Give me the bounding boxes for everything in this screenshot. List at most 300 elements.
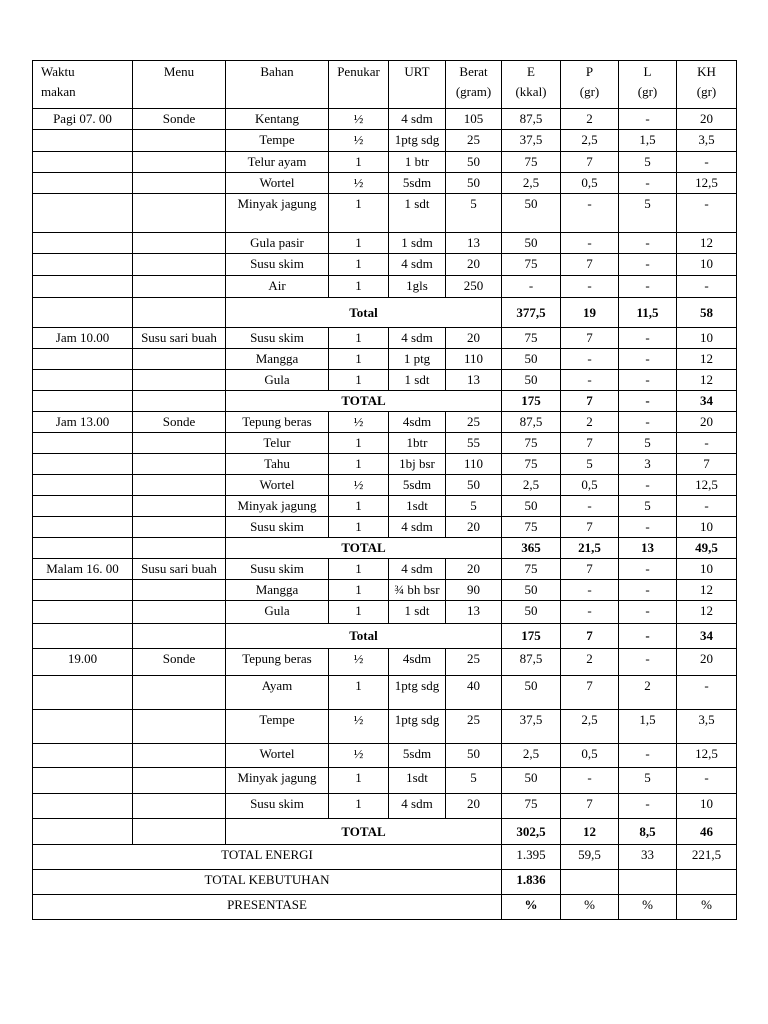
exchange-cell: ½ (329, 412, 389, 433)
summary-label: TOTAL KEBUTUHAN (33, 870, 502, 895)
weight-cell: 110 (446, 349, 502, 370)
meal-time-cell (33, 391, 133, 412)
protein-cell: 7 (561, 794, 619, 819)
household-measure-cell: 4 sdm (389, 559, 446, 580)
energy-cell: 50 (502, 496, 561, 517)
carbohydrate-cell: - (677, 768, 737, 794)
fat-cell: 5 (619, 433, 677, 454)
meal-time-cell (33, 276, 133, 298)
meal-time-cell (33, 624, 133, 649)
meal-total-kh: 34 (677, 624, 737, 649)
meal-time-cell (33, 580, 133, 601)
household-measure-cell: 1 btr (389, 152, 446, 173)
carbohydrate-cell: - (677, 276, 737, 298)
ingredient-cell: Tempe (226, 710, 329, 744)
protein-cell: - (561, 768, 619, 794)
meal-time-cell (33, 194, 133, 233)
household-measure-cell: 1ptg sdg (389, 710, 446, 744)
meal-time-cell (33, 496, 133, 517)
weight-cell: 25 (446, 649, 502, 676)
ingredient-cell: Tempe (226, 130, 329, 152)
ingredient-cell: Wortel (226, 173, 329, 194)
protein-cell: 7 (561, 254, 619, 276)
menu-cell (133, 676, 226, 710)
protein-cell: 7 (561, 517, 619, 538)
meal-time-cell (33, 433, 133, 454)
ingredient-cell: Susu skim (226, 794, 329, 819)
weight-cell: 5 (446, 496, 502, 517)
meal-time-cell (33, 676, 133, 710)
fat-cell: - (619, 328, 677, 349)
carbohydrate-cell: 3,5 (677, 130, 737, 152)
protein-cell: 7 (561, 676, 619, 710)
energy-cell: 87,5 (502, 649, 561, 676)
weight-cell: 13 (446, 233, 502, 254)
household-measure-cell: 1 sdt (389, 194, 446, 233)
header-row (33, 61, 737, 109)
menu-cell (133, 349, 226, 370)
exchange-cell: 1 (329, 152, 389, 173)
protein-cell: - (561, 349, 619, 370)
energy-cell: 75 (502, 517, 561, 538)
header-urt: URT (389, 61, 446, 109)
fat-cell: - (619, 254, 677, 276)
meal-time-cell (33, 370, 133, 391)
table-row (33, 496, 737, 517)
exchange-cell: 1 (329, 676, 389, 710)
meal-time-cell (33, 173, 133, 194)
energy-cell: 75 (502, 254, 561, 276)
meal-time-cell: 19.00 (33, 649, 133, 676)
menu-cell (133, 819, 226, 845)
household-measure-cell: 1 ptg (389, 349, 446, 370)
carbohydrate-cell: 12 (677, 233, 737, 254)
meal-time-cell (33, 601, 133, 624)
protein-cell: 2 (561, 412, 619, 433)
energy-cell: 75 (502, 152, 561, 173)
protein-cell: - (561, 601, 619, 624)
carbohydrate-cell: - (677, 676, 737, 710)
header-energy: E (kkal) (502, 61, 561, 109)
summary-kh: % (677, 895, 737, 920)
household-measure-cell: 5sdm (389, 475, 446, 496)
protein-cell: 0,5 (561, 475, 619, 496)
weight-cell: 40 (446, 676, 502, 710)
ingredient-cell: Telur ayam (226, 152, 329, 173)
household-measure-cell: 5sdm (389, 744, 446, 768)
menu-cell: Susu sari buah (133, 328, 226, 349)
menu-cell (133, 233, 226, 254)
household-measure-cell: 1ptg sdg (389, 130, 446, 152)
meal-total-e: 365 (502, 538, 561, 559)
meal-total-p: 12 (561, 819, 619, 845)
menu-cell (133, 496, 226, 517)
table-row (33, 412, 737, 433)
energy-cell: 2,5 (502, 173, 561, 194)
meal-total-l: 13 (619, 538, 677, 559)
table-row (33, 601, 737, 624)
exchange-cell: ½ (329, 649, 389, 676)
ingredient-cell: Susu skim (226, 254, 329, 276)
ingredient-cell: Wortel (226, 744, 329, 768)
menu-cell (133, 194, 226, 233)
fat-cell: 5 (619, 152, 677, 173)
fat-cell: - (619, 349, 677, 370)
protein-cell: 5 (561, 454, 619, 475)
fat-cell: - (619, 794, 677, 819)
carbohydrate-cell: 3,5 (677, 710, 737, 744)
meal-total-e: 175 (502, 624, 561, 649)
exchange-cell: 1 (329, 580, 389, 601)
meal-time-cell (33, 768, 133, 794)
carbohydrate-cell: 12,5 (677, 173, 737, 194)
summary-row (33, 845, 737, 870)
fat-cell: - (619, 559, 677, 580)
table-body (33, 61, 737, 920)
exchange-cell: 1 (329, 254, 389, 276)
meal-total-kh: 49,5 (677, 538, 737, 559)
energy-cell: 50 (502, 768, 561, 794)
meal-total-e: 302,5 (502, 819, 561, 845)
exchange-cell: 1 (329, 370, 389, 391)
household-measure-cell: 4 sdm (389, 328, 446, 349)
energy-cell: 2,5 (502, 475, 561, 496)
meal-total-l: - (619, 391, 677, 412)
carbohydrate-cell: - (677, 194, 737, 233)
weight-cell: 13 (446, 370, 502, 391)
carbohydrate-cell: 12,5 (677, 744, 737, 768)
ingredient-cell: Mangga (226, 349, 329, 370)
fat-cell: - (619, 649, 677, 676)
carbohydrate-cell: 20 (677, 412, 737, 433)
menu-cell (133, 433, 226, 454)
meal-time-cell (33, 130, 133, 152)
ingredient-cell: Wortel (226, 475, 329, 496)
energy-cell: 87,5 (502, 109, 561, 130)
energy-cell: 50 (502, 349, 561, 370)
table-row (33, 152, 737, 173)
weight-cell: 20 (446, 254, 502, 276)
household-measure-cell: 4sdm (389, 649, 446, 676)
menu-cell (133, 298, 226, 328)
meal-total-l: 11,5 (619, 298, 677, 328)
exchange-cell: 1 (329, 517, 389, 538)
energy-cell: 50 (502, 194, 561, 233)
table-row (33, 276, 737, 298)
table-row (33, 254, 737, 276)
table-row (33, 109, 737, 130)
carbohydrate-cell: 12 (677, 349, 737, 370)
exchange-cell: ½ (329, 130, 389, 152)
table-row (33, 649, 737, 676)
summary-kh (677, 870, 737, 895)
protein-cell: - (561, 233, 619, 254)
weight-cell: 20 (446, 559, 502, 580)
household-measure-cell: 1ptg sdg (389, 676, 446, 710)
ingredient-cell: Susu skim (226, 328, 329, 349)
protein-cell: - (561, 580, 619, 601)
fat-cell: 5 (619, 194, 677, 233)
energy-cell: 37,5 (502, 130, 561, 152)
weight-cell: 5 (446, 194, 502, 233)
header-bahan: Bahan (226, 61, 329, 109)
meal-time-cell: Malam 16. 00 (33, 559, 133, 580)
exchange-cell: 1 (329, 454, 389, 475)
menu-cell (133, 130, 226, 152)
protein-cell: - (561, 496, 619, 517)
menu-cell (133, 580, 226, 601)
meal-time-cell (33, 254, 133, 276)
ingredient-cell: Kentang (226, 109, 329, 130)
header-waktu: Waktu makan (33, 61, 133, 109)
table-row (33, 233, 737, 254)
energy-cell: 75 (502, 433, 561, 454)
menu-cell (133, 538, 226, 559)
meal-total-p: 21,5 (561, 538, 619, 559)
menu-cell: Susu sari buah (133, 559, 226, 580)
summary-row (33, 870, 737, 895)
fat-cell: - (619, 412, 677, 433)
carbohydrate-cell: 12,5 (677, 475, 737, 496)
household-measure-cell: 1btr (389, 433, 446, 454)
summary-label: PRESENTASE (33, 895, 502, 920)
fat-cell: - (619, 109, 677, 130)
meal-total-row (33, 819, 737, 845)
meal-total-kh: 34 (677, 391, 737, 412)
weight-cell: 25 (446, 412, 502, 433)
table-row (33, 130, 737, 152)
exchange-cell: ½ (329, 475, 389, 496)
fat-cell: 5 (619, 496, 677, 517)
meal-time-cell: Pagi 07. 00 (33, 109, 133, 130)
protein-cell: - (561, 370, 619, 391)
meal-total-row (33, 538, 737, 559)
ingredient-cell: Minyak jagung (226, 496, 329, 517)
menu-cell (133, 173, 226, 194)
menu-cell (133, 601, 226, 624)
meal-total-p: 7 (561, 391, 619, 412)
carbohydrate-cell: - (677, 152, 737, 173)
ingredient-cell: Susu skim (226, 559, 329, 580)
energy-cell: 75 (502, 454, 561, 475)
meal-time-cell (33, 538, 133, 559)
exchange-cell: 1 (329, 194, 389, 233)
table-row (33, 710, 737, 744)
fat-cell: - (619, 744, 677, 768)
meal-total-kh: 46 (677, 819, 737, 845)
exchange-cell: 1 (329, 768, 389, 794)
diet-menu-table (32, 60, 737, 920)
ingredient-cell: Tepung beras (226, 649, 329, 676)
energy-cell: 75 (502, 794, 561, 819)
exchange-cell: ½ (329, 710, 389, 744)
exchange-cell: 1 (329, 328, 389, 349)
summary-label: TOTAL ENERGI (33, 845, 502, 870)
summary-l: 33 (619, 845, 677, 870)
ingredient-cell: Ayam (226, 676, 329, 710)
household-measure-cell: 4 sdm (389, 794, 446, 819)
protein-cell: 7 (561, 559, 619, 580)
fat-cell: - (619, 276, 677, 298)
meal-time-cell (33, 819, 133, 845)
exchange-cell: ½ (329, 744, 389, 768)
fat-cell: - (619, 475, 677, 496)
weight-cell: 50 (446, 152, 502, 173)
menu-cell (133, 254, 226, 276)
energy-cell: 37,5 (502, 710, 561, 744)
header-carbohydrate: KH (gr) (677, 61, 737, 109)
exchange-cell: 1 (329, 349, 389, 370)
protein-cell: - (561, 194, 619, 233)
weight-cell: 90 (446, 580, 502, 601)
ingredient-cell: Tepung beras (226, 412, 329, 433)
fat-cell: - (619, 233, 677, 254)
protein-cell: 2 (561, 109, 619, 130)
protein-cell: 2,5 (561, 710, 619, 744)
meal-time-cell (33, 233, 133, 254)
meal-total-l: - (619, 624, 677, 649)
meal-time-cell (33, 298, 133, 328)
energy-cell: 87,5 (502, 412, 561, 433)
weight-cell: 50 (446, 173, 502, 194)
protein-cell: 0,5 (561, 173, 619, 194)
table-row (33, 794, 737, 819)
meal-time-cell (33, 744, 133, 768)
protein-cell: 2 (561, 649, 619, 676)
weight-cell: 105 (446, 109, 502, 130)
carbohydrate-cell: 10 (677, 328, 737, 349)
weight-cell: 20 (446, 794, 502, 819)
menu-cell: Sonde (133, 649, 226, 676)
table-row (33, 349, 737, 370)
exchange-cell: 1 (329, 559, 389, 580)
ingredient-cell: Minyak jagung (226, 768, 329, 794)
exchange-cell: ½ (329, 173, 389, 194)
household-measure-cell: 4 sdm (389, 254, 446, 276)
protein-cell: 7 (561, 328, 619, 349)
summary-e: % (502, 895, 561, 920)
fat-cell: 5 (619, 768, 677, 794)
meal-total-label: TOTAL (226, 819, 502, 845)
meal-time-cell (33, 454, 133, 475)
table-row (33, 475, 737, 496)
household-measure-cell: 1sdt (389, 496, 446, 517)
table-row (33, 559, 737, 580)
energy-cell: 2,5 (502, 744, 561, 768)
household-measure-cell: 1 sdm (389, 233, 446, 254)
carbohydrate-cell: - (677, 496, 737, 517)
energy-cell: 75 (502, 559, 561, 580)
weight-cell: 5 (446, 768, 502, 794)
carbohydrate-cell: 20 (677, 649, 737, 676)
energy-cell: 50 (502, 233, 561, 254)
energy-cell: 50 (502, 601, 561, 624)
summary-row (33, 895, 737, 920)
carbohydrate-cell: - (677, 433, 737, 454)
table-row (33, 370, 737, 391)
household-measure-cell: 1sdt (389, 768, 446, 794)
header-menu: Menu (133, 61, 226, 109)
weight-cell: 20 (446, 328, 502, 349)
meal-time-cell (33, 349, 133, 370)
weight-cell: 250 (446, 276, 502, 298)
header-berat: Berat (gram) (446, 61, 502, 109)
meal-total-label: Total (226, 298, 502, 328)
protein-cell: 7 (561, 433, 619, 454)
exchange-cell: 1 (329, 601, 389, 624)
fat-cell: - (619, 370, 677, 391)
household-measure-cell: 1bj bsr (389, 454, 446, 475)
weight-cell: 13 (446, 601, 502, 624)
menu-cell (133, 370, 226, 391)
menu-cell (133, 276, 226, 298)
meal-time-cell: Jam 13.00 (33, 412, 133, 433)
summary-l (619, 870, 677, 895)
carbohydrate-cell: 7 (677, 454, 737, 475)
meal-total-l: 8,5 (619, 819, 677, 845)
meal-time-cell (33, 517, 133, 538)
carbohydrate-cell: 10 (677, 794, 737, 819)
energy-cell: 50 (502, 580, 561, 601)
fat-cell: - (619, 601, 677, 624)
protein-cell: 7 (561, 152, 619, 173)
menu-cell (133, 517, 226, 538)
carbohydrate-cell: 10 (677, 254, 737, 276)
energy-cell: 75 (502, 328, 561, 349)
fat-cell: - (619, 517, 677, 538)
menu-cell: Sonde (133, 412, 226, 433)
menu-cell (133, 391, 226, 412)
header-protein: P (gr) (561, 61, 619, 109)
exchange-cell: 1 (329, 276, 389, 298)
table-row (33, 454, 737, 475)
summary-kh: 221,5 (677, 845, 737, 870)
household-measure-cell: 1gls (389, 276, 446, 298)
meal-total-label: Total (226, 624, 502, 649)
household-measure-cell: 4 sdm (389, 517, 446, 538)
header-penukar: Penukar (329, 61, 389, 109)
menu-cell (133, 475, 226, 496)
carbohydrate-cell: 10 (677, 559, 737, 580)
weight-cell: 50 (446, 475, 502, 496)
ingredient-cell: Susu skim (226, 517, 329, 538)
ingredient-cell: Gula (226, 601, 329, 624)
summary-l: % (619, 895, 677, 920)
household-measure-cell: 1 sdt (389, 601, 446, 624)
protein-cell: 2,5 (561, 130, 619, 152)
energy-cell: - (502, 276, 561, 298)
summary-p: 59,5 (561, 845, 619, 870)
menu-cell (133, 152, 226, 173)
meal-total-p: 19 (561, 298, 619, 328)
table-row (33, 744, 737, 768)
household-measure-cell: 5sdm (389, 173, 446, 194)
table-row (33, 580, 737, 601)
meal-total-row (33, 391, 737, 412)
fat-cell: - (619, 580, 677, 601)
carbohydrate-cell: 12 (677, 601, 737, 624)
exchange-cell: 1 (329, 233, 389, 254)
carbohydrate-cell: 10 (677, 517, 737, 538)
weight-cell: 25 (446, 710, 502, 744)
table-row (33, 768, 737, 794)
fat-cell: 3 (619, 454, 677, 475)
household-measure-cell: 4 sdm (389, 109, 446, 130)
carbohydrate-cell: 12 (677, 370, 737, 391)
menu-cell (133, 710, 226, 744)
protein-cell: 0,5 (561, 744, 619, 768)
ingredient-cell: Gula (226, 370, 329, 391)
